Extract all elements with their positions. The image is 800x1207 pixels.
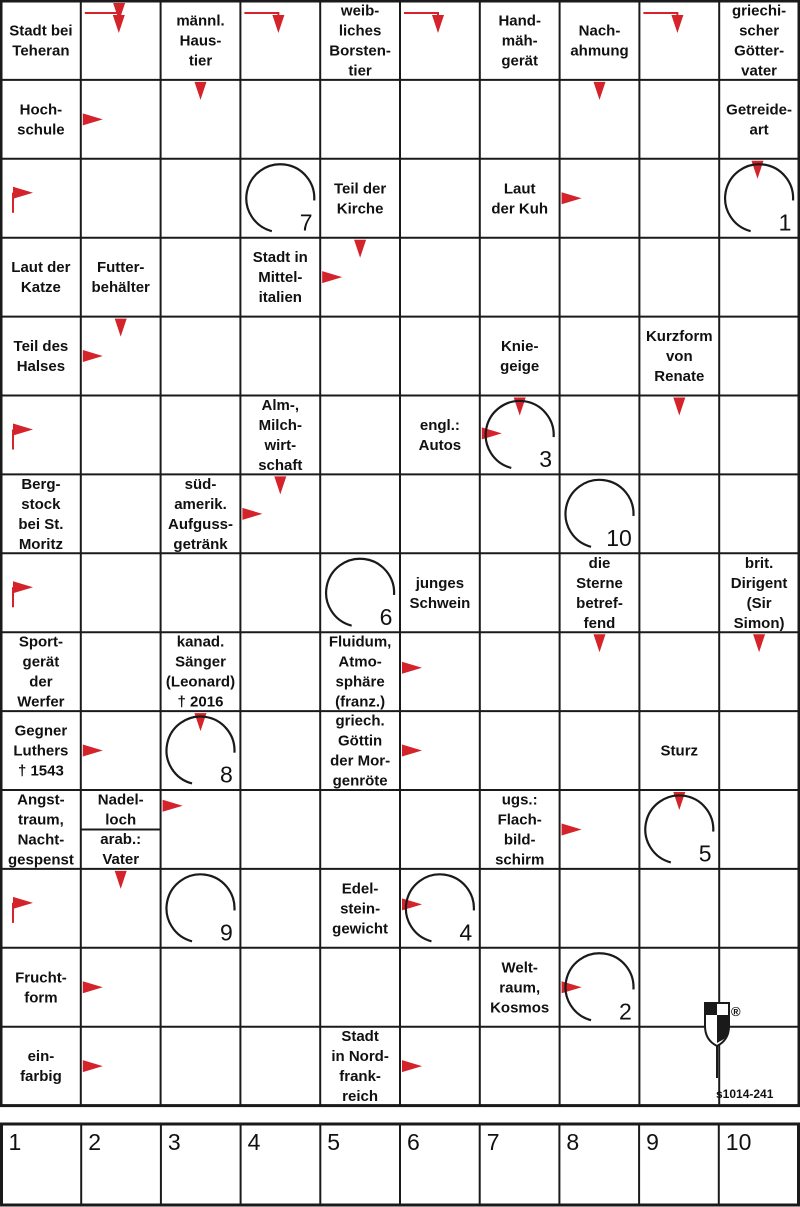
clue-angsttraum: Angst-traum, Nacht-gespenst: [7, 791, 74, 869]
solution-cell-number: 2: [88, 1129, 101, 1155]
solution-cell-number: 10: [725, 1129, 752, 1155]
clue-weibliches-borstentier: weib-liches Borsten-tier: [329, 2, 391, 80]
arrow-right-marker: [402, 1060, 422, 1072]
clue-futterbehaelter: Futter-behälter: [91, 259, 150, 297]
solution-circle-number: 2: [619, 998, 632, 1025]
arrow-down-marker: [354, 240, 366, 258]
clue-junges-schwein: junges Schwein: [409, 574, 471, 612]
clue-teil-der-kirche: Teil der Kirche: [333, 180, 387, 218]
grid-lines: [1, 1, 799, 1106]
solution-row: [2, 1124, 799, 1205]
arrow-right-marker: [562, 823, 582, 835]
arrow-down-marker: [274, 476, 286, 494]
clue-gegner-luthers: Gegner Luthers † 1543: [13, 722, 69, 780]
clue-sterne-betreffend: die Sterne betref-fend: [576, 554, 623, 632]
solution-cell-number: 5: [327, 1129, 341, 1155]
bent-arrow-head: [13, 581, 33, 593]
arrow-right-marker: [402, 662, 422, 674]
puzzle-code: s1014-241: [716, 1087, 774, 1101]
arrow-down-marker: [115, 319, 127, 337]
clue-kanad-saenger: kanad. Sänger (Leonard) † 2016: [165, 633, 236, 711]
clue-split-nadelloch-arab-vater-top: Nadel-loch: [97, 791, 144, 829]
arrow-down-marker: [195, 82, 207, 100]
arrow-down-marker: [673, 398, 685, 416]
clue-engl-autos: engl.: Autos: [418, 416, 462, 454]
solution-circle-number: 4: [459, 919, 473, 946]
arrow-right-marker: [242, 508, 262, 520]
clue-kurzform-renate: Kurzform von Renate: [645, 328, 713, 386]
arrow-right-marker: [83, 113, 103, 125]
clue-brit-dirigent: brit. Dirigent (Sir Simon): [730, 554, 788, 632]
start-markers: [13, 3, 765, 1072]
clue-griech-goettin: griech. Göttin der Mor-genröte: [330, 712, 391, 790]
solution-circle-number: 9: [220, 919, 233, 946]
arrow-down-marker: [594, 634, 606, 652]
arrow-right-marker: [83, 1060, 103, 1072]
solution-circle-number: 3: [539, 445, 552, 472]
solution-cell-number: 7: [486, 1129, 500, 1155]
clue-laut-der-katze: Laut der Katze: [11, 259, 71, 297]
clue-kniegeige: Knie-geige: [500, 338, 540, 376]
clue-laut-der-kuh: Laut der Kuh: [491, 180, 549, 218]
arrow-down-marker: [753, 634, 765, 652]
bent-arrow-head: [13, 424, 33, 436]
clue-bergstock: Berg-stock bei St. Moritz: [18, 475, 64, 553]
clue-einfarbig: ein-farbig: [20, 1048, 62, 1086]
publisher-logo: [705, 1003, 741, 1078]
clue-maennl-haustier: männl. Haus-tier: [176, 12, 225, 70]
clue-fruchtform: Frucht-form: [15, 969, 67, 1007]
solution-circle-number: 6: [379, 603, 393, 630]
solution-cell-number: 6: [407, 1129, 420, 1155]
clue-handmaehgeraet: Hand-mäh-gerät: [498, 12, 541, 70]
clue-sportgeraet: Sport-gerät der Werfer: [17, 633, 65, 711]
clue-ugs-flachbildschirm: ugs.: Flach-bild-schirm: [495, 791, 545, 869]
clue-edelsteingewicht: Edel-stein-gewicht: [332, 880, 389, 938]
clue-sturz: Sturz: [660, 742, 699, 760]
arrow-right-marker: [163, 800, 183, 812]
solution-cell-number: 4: [247, 1129, 261, 1155]
bent-arrow-head: [13, 187, 33, 199]
arrow-down-marker: [115, 871, 127, 889]
clue-nachahmung: Nach-ahmung: [570, 22, 629, 60]
arrow-down-marker: [594, 82, 606, 100]
solution-cell-number: 1: [8, 1129, 22, 1155]
clue-stadt-in-mittelitalien: Stadt in Mittel-italien: [252, 249, 308, 307]
clue-teil-des-halses: Teil des Halses: [13, 338, 69, 376]
arrow-right-marker: [83, 350, 103, 362]
clue-weltraum: Welt-raum, Kosmos: [490, 959, 550, 1017]
solution-circle-number: 5: [698, 840, 712, 867]
arrow-right-marker: [562, 192, 582, 204]
clue-getreideart: Getreide-art: [726, 101, 793, 139]
solution-cell-number: 3: [167, 1129, 181, 1155]
solution-cell-number: 9: [646, 1129, 659, 1155]
bent-arrow-head: [432, 15, 444, 33]
clue-split-nadelloch-arab-vater-bottom: arab.: Vater: [100, 831, 142, 869]
registered-mark: ®: [731, 1004, 741, 1019]
solution-circle-number: 8: [220, 761, 233, 788]
arrow-right-marker: [402, 745, 422, 757]
arrow-right-marker: [83, 981, 103, 993]
bent-arrow-head: [13, 897, 33, 909]
clue-stadt-bei-teheran: Stadt bei Teheran: [9, 22, 73, 60]
clue-fluidum: Fluidum, Atmo-sphäre (franz.): [328, 633, 392, 711]
solution-cell-number: 8: [566, 1129, 580, 1155]
solution-circle-number: 10: [606, 524, 632, 551]
clue-stadt-nordfrankreich: Stadt in Nord-frank-reich: [331, 1028, 389, 1106]
clue-aufgussgetraenk: süd-amerik. Aufguss-getränk: [168, 475, 233, 553]
solution-circle-number: 7: [299, 209, 313, 236]
solution-circle-number: 1: [778, 209, 792, 236]
arrow-right-marker: [83, 745, 103, 757]
clue-almwirtschaft: Alm-, Milch-wirt-schaft: [258, 396, 303, 474]
bent-arrow-head: [272, 15, 284, 33]
clue-hochschule: Hoch-schule: [17, 101, 65, 139]
clue-griech-goettervater: griechi-scher Götter-vater: [732, 2, 787, 80]
bent-arrow-head: [671, 15, 683, 33]
arrow-right-marker: [322, 271, 342, 283]
